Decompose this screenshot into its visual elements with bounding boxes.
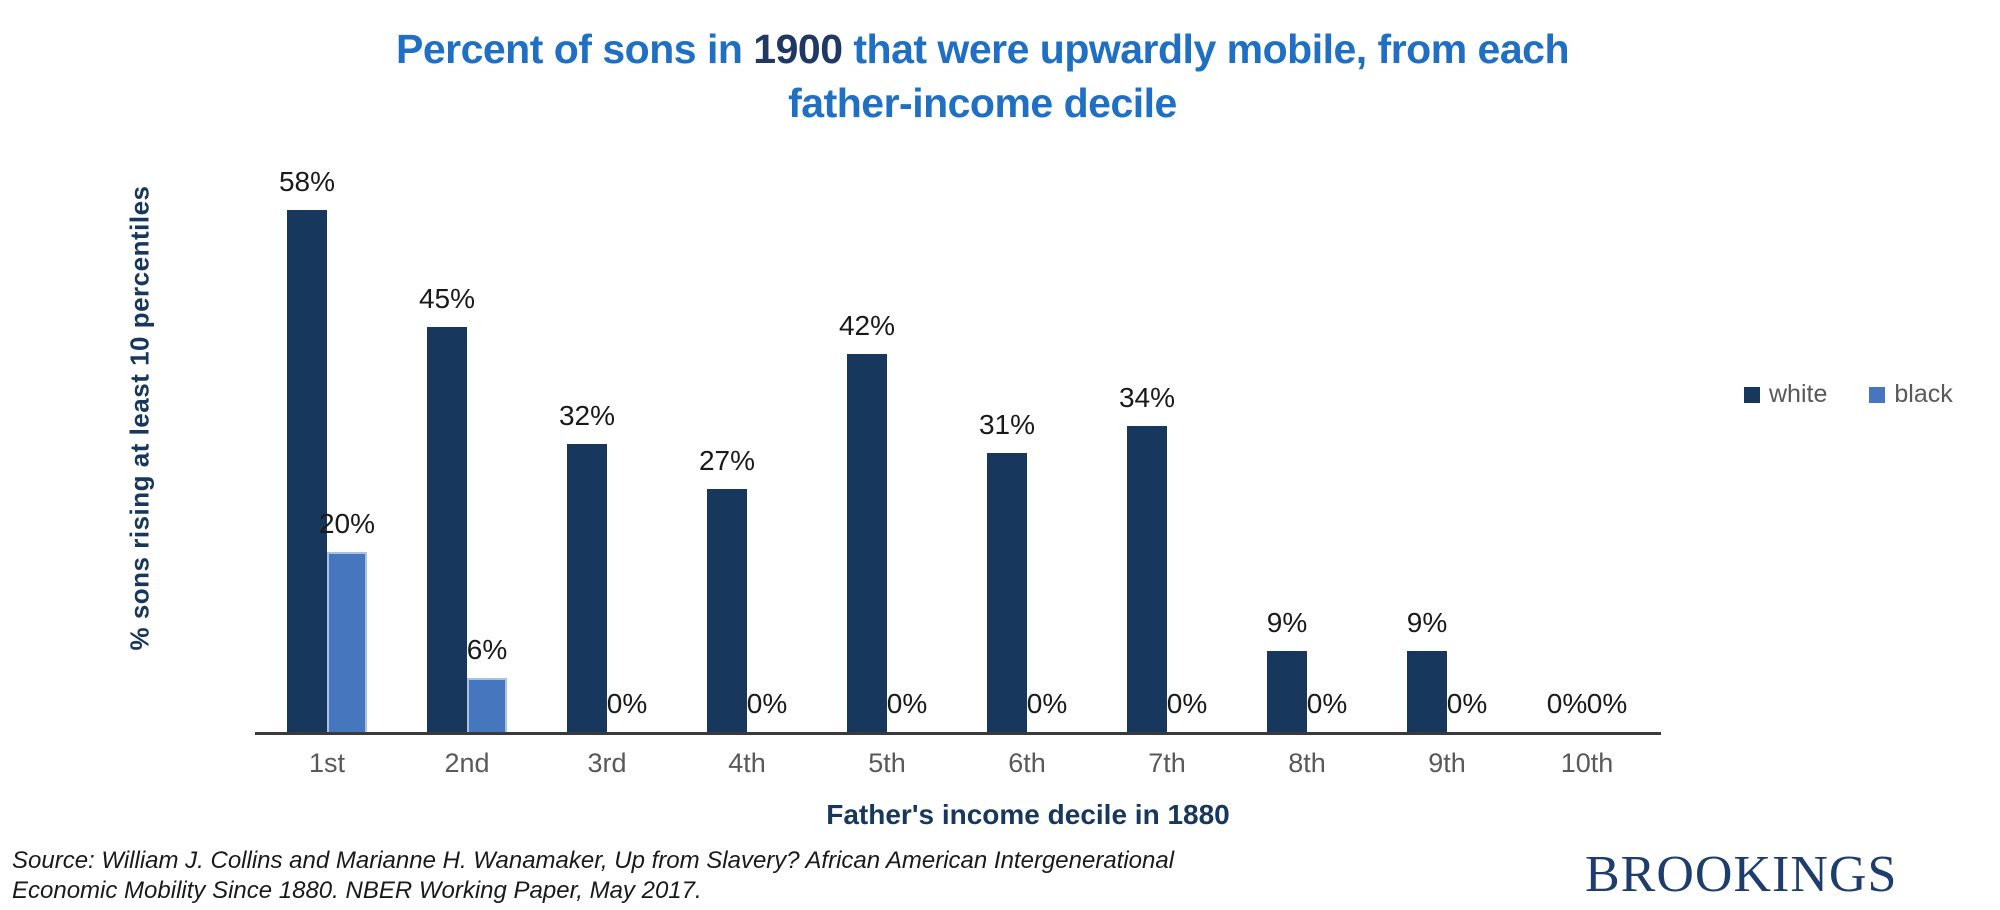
legend-swatch-black <box>1869 387 1885 403</box>
bar-group-2nd <box>397 172 537 732</box>
bar-group-9th <box>1377 172 1517 732</box>
legend-swatch-white <box>1744 387 1760 403</box>
bar-slot-white-8th <box>1266 607 1308 732</box>
bar-slot-white-3rd <box>558 400 616 732</box>
value-label-white-4th: 27% <box>698 445 756 476</box>
legend-label-black: black <box>1894 380 1953 408</box>
bar-black-2nd <box>467 678 507 732</box>
value-label-black-9th: 0% <box>1446 688 1488 719</box>
value-label-black-10th: 0% <box>1586 688 1628 719</box>
value-label-black-8th: 0% <box>1306 688 1348 719</box>
bar-white-9th <box>1407 651 1447 732</box>
value-label-white-3rd: 32% <box>558 400 616 431</box>
bar-slot-white-9th <box>1406 607 1448 732</box>
bar-slot-white-2nd <box>418 283 476 732</box>
source-note <box>12 846 1174 906</box>
x-tick-label-1st: 1st <box>308 748 346 778</box>
bar-white-2nd <box>427 327 467 732</box>
chart-title-line2: father-income decile <box>788 80 1177 126</box>
bar-group-7th <box>1097 172 1237 732</box>
bar-group-1st <box>257 166 397 732</box>
bar-white-8th <box>1267 651 1307 732</box>
value-label-black-2nd: 6% <box>466 634 508 665</box>
bar-slot-black-1st <box>318 508 376 732</box>
legend-item-white <box>1744 380 1827 409</box>
value-label-white-6th: 31% <box>978 409 1036 440</box>
source-note-line2: Economic Mobility Since 1880. NBER Working Paper, May 2017. <box>12 877 702 904</box>
bar-black-1st <box>327 552 367 732</box>
x-axis-line <box>255 732 1661 735</box>
brookings-logo: BROOKINGS <box>1585 846 1898 903</box>
source-note-line1: Source: William J. Collins and Marianne H. Wanamaker, Up from Slavery? African American Intergenerational <box>12 847 1175 874</box>
bar-white-1st <box>287 210 327 732</box>
x-tick-label-6th: 6th <box>1008 748 1046 778</box>
plot-area <box>257 166 1657 732</box>
bar-group-4th <box>677 172 817 732</box>
bar-slot-white-4th <box>698 445 756 732</box>
value-label-black-7th: 0% <box>1166 688 1208 719</box>
chart-title-line1 <box>150 22 1815 76</box>
value-label-black-1st: 20% <box>318 508 376 539</box>
x-tick-label-3rd: 3rd <box>587 748 627 778</box>
legend-item-black <box>1869 380 1952 409</box>
x-axis-title: Father's income decile in 1880 <box>826 799 1230 830</box>
bar-white-5th <box>847 354 887 732</box>
chart-title <box>150 22 1815 130</box>
value-label-white-8th: 9% <box>1266 607 1308 638</box>
value-label-white-5th: 42% <box>838 310 896 341</box>
y-axis-title: % sons rising at least 10 percentiles <box>124 185 155 651</box>
bar-slot-white-6th <box>978 409 1036 732</box>
bar-slot-white-1st <box>278 166 336 732</box>
x-tick-label-8th: 8th <box>1288 748 1326 778</box>
bar-group-5th <box>817 172 957 732</box>
bar-group-3rd <box>537 172 677 732</box>
bar-white-4th <box>707 489 747 732</box>
bar-group-10th <box>1517 172 1657 732</box>
value-label-white-2nd: 45% <box>418 283 476 314</box>
value-label-black-5th: 0% <box>886 688 928 719</box>
value-label-white-7th: 34% <box>1118 382 1176 413</box>
bar-slot-white-7th <box>1118 382 1176 732</box>
value-label-black-6th: 0% <box>1026 688 1068 719</box>
value-label-white-10th: 0% <box>1546 688 1588 719</box>
value-label-black-3rd: 0% <box>606 688 648 719</box>
x-axis-tick-labels <box>257 748 1657 779</box>
bar-white-6th <box>987 453 1027 732</box>
bar-group-6th <box>957 172 1097 732</box>
x-tick-label-7th: 7th <box>1148 748 1186 778</box>
bar-group-8th <box>1237 172 1377 732</box>
value-label-white-1st: 58% <box>278 166 336 197</box>
bar-slot-white-5th <box>838 310 896 732</box>
x-tick-label-9th: 9th <box>1428 748 1466 778</box>
x-tick-label-2nd: 2nd <box>444 748 490 778</box>
chart-title-year: 1900 <box>753 26 843 72</box>
legend <box>1744 380 1953 409</box>
x-tick-label-4th: 4th <box>728 748 766 778</box>
bar-slot-black-2nd <box>466 634 508 732</box>
bar-white-7th <box>1127 426 1167 732</box>
value-label-white-9th: 9% <box>1406 607 1448 638</box>
chart-title-part1: Percent of sons in <box>395 26 754 72</box>
legend-label-white: white <box>1769 380 1828 408</box>
chart-title-part2: that were upwardly mobile, from each <box>842 26 1570 72</box>
x-tick-label-5th: 5th <box>868 748 906 778</box>
bar-white-3rd <box>567 444 607 732</box>
x-tick-label-10th: 10th <box>1560 748 1614 778</box>
value-label-black-4th: 0% <box>746 688 788 719</box>
